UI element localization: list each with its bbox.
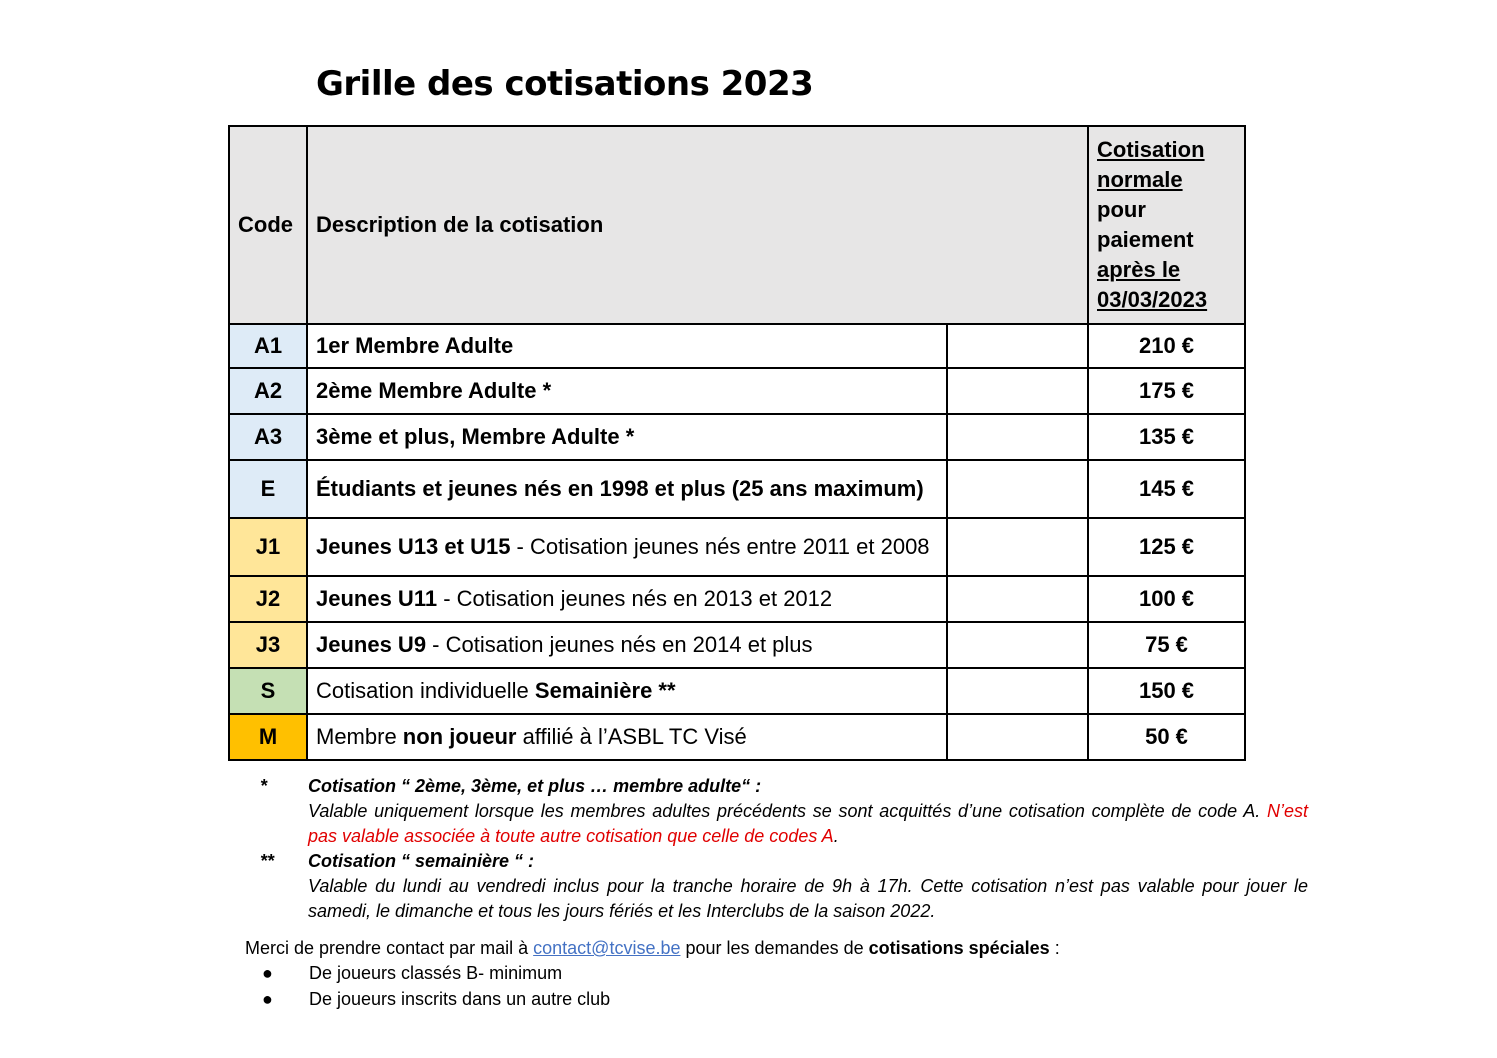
table-row [229,368,1245,414]
bullet-icon: ● [262,989,273,1009]
footnote-heading: Cotisation “ semainière “ : [308,851,535,871]
row-code: M [229,714,307,760]
row-empty-cell [947,576,1088,622]
contact-text-bold: cotisations spéciales [868,938,1050,958]
row-code: A1 [229,324,307,368]
row-description: 2ème Membre Adulte * [307,368,947,414]
table-row [229,714,1245,760]
table-header-row [229,126,1245,324]
footnote-mark: ** [260,851,275,871]
row-empty-cell [947,460,1088,518]
row-price: 100 € [1088,576,1245,622]
table-row [229,576,1245,622]
row-code: A2 [229,368,307,414]
table-row [229,460,1245,518]
row-empty-cell [947,414,1088,460]
contact-text-post: : [1049,938,1060,958]
header-price [1088,126,1245,324]
row-empty-cell [947,518,1088,576]
footnote-body [308,849,1308,924]
footnote-body [308,774,1308,849]
row-price: 50 € [1088,714,1245,760]
row-description: 1er Membre Adulte [307,324,947,368]
footnote [260,849,1310,924]
header-price-line1: Cotisation [1097,137,1205,162]
table-row [229,622,1245,668]
list-item-text: De joueurs classés B- minimum [309,963,563,983]
bullet-icon: ● [262,963,273,983]
row-code: E [229,460,307,518]
table-row [229,518,1245,576]
row-description: Cotisation individuelle Semainière ** [307,668,947,714]
header-price-line6: 03/03/2023 [1097,287,1208,312]
row-empty-cell [947,622,1088,668]
row-code: S [229,668,307,714]
footnote [260,774,1310,849]
row-description: Étudiants et jeunes nés en 1998 et plus (25 ans maximum) [307,460,947,518]
row-price: 135 € [1088,414,1245,460]
special-cases-list [262,960,610,1012]
row-description: Membre non joueur affilié à l’ASBL TC Visé [307,714,947,760]
row-empty-cell [947,714,1088,760]
header-price-line2: normale [1097,167,1183,192]
row-empty-cell [947,368,1088,414]
row-code: J2 [229,576,307,622]
row-code: A3 [229,414,307,460]
footnotes [260,774,1310,924]
header-price-line3: pour [1097,197,1146,222]
row-description: Jeunes U9 - Cotisation jeunes nés en 2014 et plus [307,622,947,668]
contact-line [245,935,1060,961]
contact-text-pre: Merci de prendre contact par mail à [245,938,534,958]
row-code: J1 [229,518,307,576]
footnote-mark: * [260,776,268,796]
header-price-line5: après le [1097,257,1181,282]
row-code: J3 [229,622,307,668]
header-price-line4: paiement [1097,227,1194,252]
footnote-heading: Cotisation “ 2ème, 3ème, et plus … membre adulte“ : [308,776,762,796]
list-item [262,986,610,1012]
table-row [229,668,1245,714]
cotisations-table [228,125,1246,761]
page-title: Grille des cotisations 2023 [316,64,814,104]
row-empty-cell [947,324,1088,368]
row-price: 175 € [1088,368,1245,414]
header-code: Code [229,126,307,324]
contact-text-mid: pour les demandes de [680,938,869,958]
table-row [229,324,1245,368]
row-price: 145 € [1088,460,1245,518]
list-item-text: De joueurs inscrits dans un autre club [309,989,611,1009]
row-price: 210 € [1088,324,1245,368]
row-price: 150 € [1088,668,1245,714]
footnote-end: . [833,826,839,846]
footnote-warning: N’est pas valable associée à toute autre cotisation que celle de codes A [308,801,1308,846]
row-description: 3ème et plus, Membre Adulte * [307,414,947,460]
table-row [229,414,1245,460]
footnote-text: Valable uniquement lorsque les membres adultes précédents se sont acquittés d’une cotisation complète de code A. [308,801,1267,821]
list-item [262,960,610,986]
row-price: 75 € [1088,622,1245,668]
row-empty-cell [947,668,1088,714]
row-price: 125 € [1088,518,1245,576]
row-description: Jeunes U11 - Cotisation jeunes nés en 2013 et 2012 [307,576,947,622]
footnote-text: Valable du lundi au vendredi inclus pour la tranche horaire de 9h à 17h. Cette cotisation n’est pas valable pour jouer le samedi, le dimanche et tous les jours fériés et les Interclubs de la saison 2022. [308,876,1308,921]
row-description: Jeunes U13 et U15 - Cotisation jeunes nés entre 2011 et 2008 [307,518,947,576]
contact-email-link[interactable]: contact@tcvise.be [533,938,681,958]
header-description: Description de la cotisation [307,126,1088,324]
